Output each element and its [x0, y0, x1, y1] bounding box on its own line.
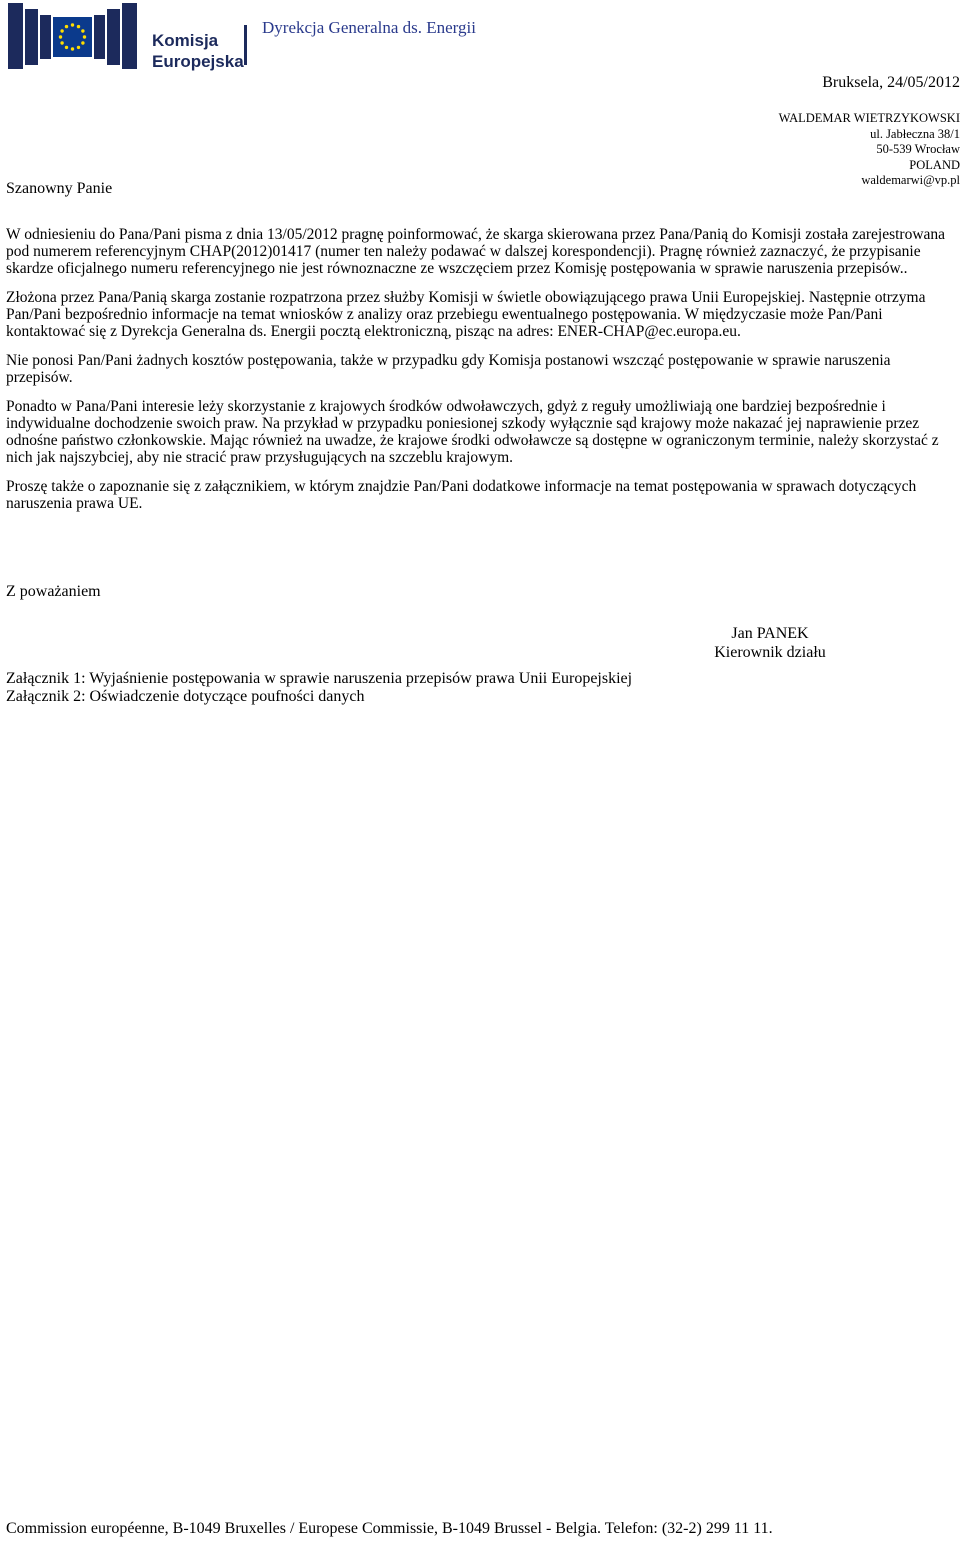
- recipient-country: POLAND: [909, 157, 960, 172]
- logo-text-line2: Europejska: [152, 52, 244, 71]
- eu-star-icon: [60, 29, 63, 32]
- recipient-city: 50-539 Wrocław: [876, 142, 960, 156]
- footer-address: Commission européenne, B-1049 Bruxelles / Europese Commissie, B-1049 Brussel - Belgia. Telefon: (32-2) 299 11 11.: [6, 1520, 773, 1537]
- signature-block: [700, 624, 840, 662]
- eu-star-icon: [81, 41, 84, 44]
- eu-star-icon: [77, 25, 80, 28]
- recipient-street: ul. Jabłeczna 38/1: [870, 126, 960, 141]
- logo-text-line1: Komisja: [152, 31, 219, 50]
- paragraph: W odniesieniu do Pana/Pani pisma z dnia 13/05/2012 pragnę poinformować, że skarga skierowana przez Pana/Panią do Komisji została zarejestrowana pod numerem referencyjnym CHAP(2012)01417 (numer ten należy podawać w dalszej korespondencji). Pragnę również zaznaczyć, że przypisanie skardze oficjalnego numeru referencyjnego nie jest równoznaczne ze wszczęciem przez Komisję postępowania w sprawie naruszenia przepisów..: [6, 226, 946, 277]
- eu-star-icon: [81, 29, 84, 32]
- eu-star-icon: [71, 47, 74, 50]
- eu-star-icon: [71, 23, 74, 26]
- letter-date: Bruksela, 24/05/2012: [822, 74, 960, 91]
- signatory-name: Jan PANEK: [731, 625, 809, 642]
- recipient-name: WALDEMAR WIETRZYKOWSKI: [778, 111, 960, 125]
- recipient-email: waldemarwi@vp.pl: [861, 173, 960, 187]
- eu-star-icon: [83, 35, 86, 38]
- eu-star-icon: [59, 35, 62, 38]
- letter-body: [6, 226, 956, 524]
- eu-star-icon: [65, 25, 68, 28]
- salutation: Szanowny Panie: [6, 180, 113, 197]
- department-name: Dyrekcja Generalna ds. Energii: [262, 18, 476, 37]
- attachment-item: Załącznik 2: Oświadczenie dotyczące poufności danych: [6, 688, 365, 705]
- eu-star-icon: [65, 46, 68, 49]
- closing-phrase: Z poważaniem: [6, 583, 101, 600]
- eu-star-icon: [77, 46, 80, 49]
- paragraph: Ponadto w Pana/Pani interesie leży skorzystanie z krajowych środków odwoławczych, gdyż z reguły umożliwiają one bardziej bezpośrednie i indywidualne dochodzenie swoich praw. Na przykład w przypadku poniesionej szkody wyłącznie sąd krajowy może nakazać jej naprawienie przez odnośne państwo członkowskie. Mając również na uwadze, że krajowe środki odwoławcze są dostępne w ograniczonym terminie, należy skorzystać z nich jak najszybciej, aby nie stracić praw przysługujących na szczeblu krajowym.: [6, 398, 939, 466]
- paragraph: Proszę także o zapoznanie się z załącznikiem, w którym znajdzie Pan/Pani dodatkowe informacje na temat postępowania w sprawach dotyczących naruszenia prawa UE.: [6, 478, 917, 512]
- european-commission-logo: [6, 3, 254, 71]
- recipient-address: [779, 111, 960, 189]
- eu-star-icon: [60, 41, 63, 44]
- paragraph: Złożona przez Pana/Panią skarga zostanie rozpatrzona przez służby Komisji w świetle obowiązującego prawa Unii Europejskiej. Następnie otrzyma Pan/Pani bezpośrednio informacje na temat wniosków z analizy oraz przebiegu ewentualnego postępowania. W międzyczasie może Pan/Pani kontaktować się z Dyrekcja Generalna ds. Energii pocztą elektroniczną, pisząc na adres: ENER-CHAP@ec.europa.eu.: [6, 289, 926, 340]
- signatory-title: Kierownik działu: [714, 644, 826, 661]
- paragraph: Nie ponosi Pan/Pani żadnych kosztów postępowania, także w przypadku gdy Komisja postanowi wszcząć postępowanie w sprawie naruszenia przepisów.: [6, 352, 891, 386]
- attachments-list: [6, 670, 632, 706]
- attachment-item: Załącznik 1: Wyjaśnienie postępowania w sprawie naruszenia przepisów prawa Unii Europejskiej: [6, 670, 633, 687]
